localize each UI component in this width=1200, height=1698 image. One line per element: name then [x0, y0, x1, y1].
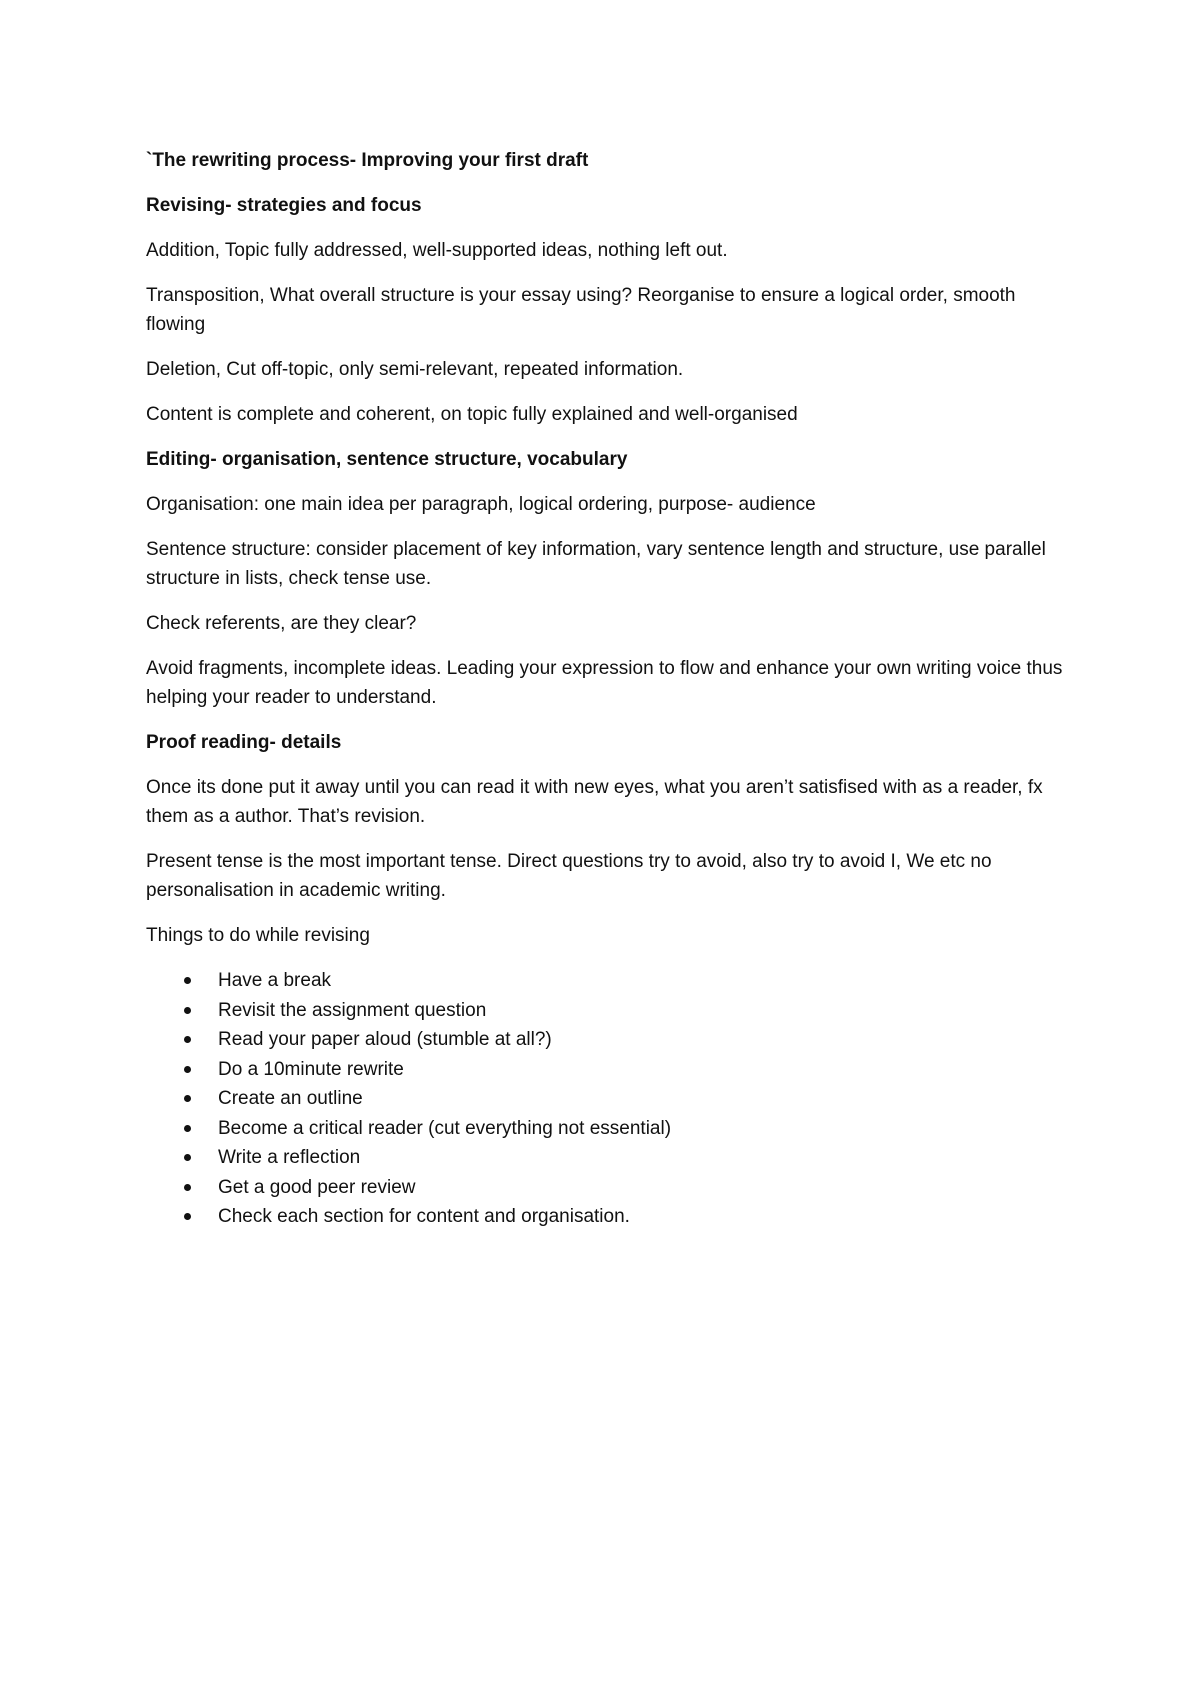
list-item-text: Have a break [218, 970, 332, 991]
list-item-text: Create an outline [218, 1088, 363, 1109]
paragraph: Deletion, Cut off-topic, only semi-relevant, repeated information. [146, 359, 684, 380]
paragraph: Organisation: one main idea per paragraph, logical ordering, purpose- audience [146, 494, 816, 515]
bullet-icon [184, 1213, 191, 1220]
list-item [146, 966, 1066, 996]
list-item-text: Get a good peer review [218, 1176, 416, 1198]
document-title: `The rewriting process- Improving your first draft [146, 150, 589, 171]
bullet-icon [184, 977, 191, 984]
list-item [146, 1055, 1066, 1085]
list-item-text: Write a reflection [218, 1147, 361, 1168]
bullet-icon [184, 1125, 191, 1132]
bullet-icon [184, 1007, 191, 1014]
paragraph: Transposition, What overall structure is your essay using? Reorganise to ensure a logical order, smooth flowing [146, 285, 1016, 335]
section-heading: Revising- strategies and focus [146, 195, 422, 216]
list-item-text: Revisit the assignment question [218, 999, 487, 1021]
list-item [146, 1025, 1066, 1055]
paragraph: Content is complete and coherent, on topic fully explained and well-organised [146, 404, 798, 425]
list-item [146, 1114, 1066, 1144]
bullet-icon [184, 1095, 191, 1102]
section-heading: Proof reading- details [146, 732, 342, 753]
paragraph: Avoid fragments, incomplete ideas. Leading your expression to flow and enhance your own writing voice thus helping your reader to understand. [146, 658, 1063, 708]
section-heading: Editing- organisation, sentence structure, vocabulary [146, 449, 628, 470]
list-item-text: Check each section for content and organisation. [218, 1206, 630, 1227]
bullet-list [146, 966, 1066, 1232]
paragraph: Once its done put it away until you can read it with new eyes, what you aren’t satisfised with as a reader, fx them as a author. That’s revision. [146, 777, 1043, 827]
list-item [146, 1173, 1066, 1203]
list-item-text: Do a 10minute rewrite [218, 1058, 404, 1080]
list-item [146, 1084, 1066, 1114]
paragraph: Things to do while revising [146, 925, 370, 946]
paragraph: Sentence structure: consider placement of key information, vary sentence length and structure, use parallel structure in lists, check tense use. [146, 539, 1046, 589]
bullet-icon [184, 1036, 191, 1043]
paragraph: Present tense is the most important tense. Direct questions try to avoid, also try to avoid I, We etc no personalisation in academic writing. [146, 851, 992, 901]
list-item [146, 1202, 1066, 1232]
paragraph: Check referents, are they clear? [146, 613, 417, 634]
bullet-icon [184, 1066, 191, 1073]
bullet-icon [184, 1184, 191, 1191]
list-item-text: Become a critical reader (cut everything not essential) [218, 1117, 672, 1139]
paragraph: Addition, Topic fully addressed, well-supported ideas, nothing left out. [146, 240, 728, 261]
bullet-icon [184, 1154, 191, 1161]
document-body [146, 146, 1066, 1232]
list-item [146, 1143, 1066, 1173]
list-item-text: Read your paper aloud (stumble at all?) [218, 1029, 552, 1050]
list-item [146, 996, 1066, 1026]
